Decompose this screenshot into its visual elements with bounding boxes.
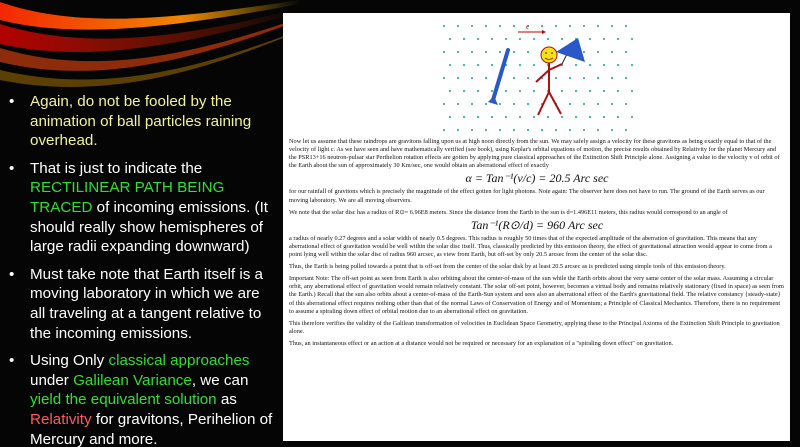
particle — [491, 90, 493, 92]
particle — [569, 129, 571, 131]
particle — [589, 116, 591, 118]
particle — [519, 38, 521, 40]
velocity-arrow-icon — [518, 23, 546, 34]
particle — [533, 38, 535, 40]
paragraph-verification: This therefore verifies the validity of the Galilean transformation of velocities in Euclidean Space Geometry, applying these to the Principal Axioms of the Extinction Shift Principle to gravitation alone. — [289, 319, 780, 335]
particle — [589, 38, 591, 40]
particle — [527, 51, 529, 53]
particle — [597, 51, 599, 53]
particle — [533, 116, 535, 118]
particle — [597, 25, 599, 27]
particle — [449, 116, 451, 118]
bullet-text: classical approaches — [108, 352, 250, 370]
bullet-dot-icon: • — [9, 352, 15, 370]
bullet-text: , we can — [191, 371, 249, 389]
bullet-item — [6, 159, 274, 257]
particle — [625, 51, 627, 53]
particle — [499, 103, 501, 105]
particle — [443, 51, 445, 53]
bullet-text: as — [216, 391, 237, 409]
particle — [631, 90, 633, 92]
bullet-text: yield the equivalent solution — [30, 391, 217, 409]
particle — [477, 38, 479, 40]
particle — [513, 25, 515, 27]
paragraph-solar-disc: We note that the solar disc has a radius of R⊙= 6.96E8 meters. Since the distance from the Earth to the sun is d=1.496E11 meters, this radius would correspond to an angle of — [289, 208, 728, 216]
particle — [499, 25, 501, 27]
bullet-text: Using Only — [30, 352, 109, 370]
particle — [561, 116, 563, 118]
particle — [611, 51, 613, 53]
particle — [533, 64, 535, 66]
particle — [485, 129, 487, 131]
paragraph-gravitons-intro: Now let us assume that these raindrops are gravitons falling upon us at high noon directly from the sun. We may safely assign a velocity for these gravitons as being exactly equal to that of the velocity of light c. As we have seen and have mathematically verified (see book), using Keplar's orbital equations of motion, the precise results obtained by Relativity for the planet Mercury and the PSR13+16 neutron-pulsar star Perihelion rotation effects are gotten by applying pure classical approaches of the Extinction Shift Principle alone. Assigning a value to the velocity v of orbit of the Earth about the sun of approximately 30 Km/sec, one would obtain an aberrational effect of exactly — [289, 138, 780, 170]
bullet-item — [6, 351, 274, 447]
particle — [499, 51, 501, 53]
bullet-text: Must take note that Earth itself is a moving laboratory in which we are all traveling at a tangent relative to the incoming emissions. — [30, 265, 263, 342]
particle — [463, 90, 465, 92]
particle — [631, 64, 633, 66]
bullet-text: Galilean Variance — [73, 371, 192, 389]
particle — [457, 25, 459, 27]
bullet-text: RECTILINEAR PATH BEING TRACED — [30, 179, 225, 216]
particle — [505, 116, 507, 118]
paragraph-important-note: Important Note: The off-set point as seen from Earth is also orbiting about the center-of-mass of the sun while the Earth orbits about the very same center of the solar mass. Assuming a circular orbit, any aberrational effect of gravitation would remain relatively constant. The solar off-set point, however, becomes a virtual body and remains relatively stationary (fixed in space) as seen from the Earth.) Recall that the sun also orbits about a center-of-mass of the Earth-Sun system and sees also an aberrational effect of the Earth's gravitational field. The relative constancy {steady-state} of this aberrational effect requires nothing other than that of the normal Laws of Conservation of Energy and of Momentum; a Principle of Classical Mechanics. Therefore, there is no requirement to assume a spiraling down effect of orbital motion due to an aberrational effect on gravitation. — [289, 275, 784, 315]
particle — [561, 38, 563, 40]
particle — [471, 103, 473, 105]
particle — [513, 51, 515, 53]
particle — [457, 51, 459, 53]
particle — [477, 90, 479, 92]
particle — [457, 129, 459, 131]
particle — [583, 77, 585, 79]
particle — [547, 116, 549, 118]
particle — [505, 38, 507, 40]
particle — [631, 116, 633, 118]
particle — [583, 103, 585, 105]
bullet-text: under — [30, 371, 74, 389]
particle — [611, 129, 613, 131]
bullet-item — [6, 92, 274, 151]
particle — [611, 25, 613, 27]
particle — [603, 64, 605, 66]
particle — [625, 129, 627, 131]
particle — [519, 64, 521, 66]
particle — [555, 77, 557, 79]
particle — [589, 90, 591, 92]
particle — [569, 103, 571, 105]
bullet-dot-icon: • — [9, 265, 15, 283]
particle — [603, 38, 605, 40]
particle — [485, 77, 487, 79]
paragraph-radius: a radius of nearly 0.27 degrees and a solar width of nearly 0.5 degrees. This radius is roughly 50 times that of the expected amplitude of the aberration of gravitation. This means that any aberrational effect of gravitation would be well within the solar disc itself. Thus, classically predicted by this emission theory, the effect of gravitational attraction would appear to come from a point lying well within the solar disc of radius 960 arcsec, as view from Earth, but off-set by only 20.5 arcsec from the center of the solar disc. — [289, 234, 772, 259]
particle — [625, 103, 627, 105]
particle — [575, 90, 577, 92]
particle — [561, 90, 563, 92]
particle — [603, 90, 605, 92]
particle — [617, 64, 619, 66]
particle — [569, 25, 571, 27]
particle — [463, 116, 465, 118]
particle — [485, 103, 487, 105]
particle — [513, 103, 515, 105]
particle — [449, 90, 451, 92]
equation-solar-angle: Tan⁻¹(R⊙/d) = 960 Arc sec — [470, 217, 604, 232]
particle — [555, 25, 557, 27]
bullet-list — [6, 92, 274, 447]
particle — [541, 25, 543, 27]
falling-drop-arrow-icon — [493, 50, 508, 100]
particle — [597, 129, 599, 131]
particle — [603, 116, 605, 118]
particle — [547, 38, 549, 40]
particle — [597, 77, 599, 79]
particle — [527, 103, 529, 105]
particle — [477, 116, 479, 118]
particle — [527, 129, 529, 131]
bullet-text: Again, do not be fooled by the animation of ball particles raining overhead. — [30, 93, 252, 150]
particle — [463, 38, 465, 40]
particle — [477, 64, 479, 66]
particle — [443, 25, 445, 27]
document-panel — [283, 13, 790, 441]
particle — [541, 129, 543, 131]
particle — [625, 77, 627, 79]
particle — [491, 116, 493, 118]
particle — [485, 25, 487, 27]
particle — [583, 25, 585, 27]
particle — [527, 77, 529, 79]
particle — [575, 64, 577, 66]
bullet-text: of incoming emissions. (It should really show hemispheres of large radii expanding downward) — [30, 198, 269, 256]
particle — [575, 116, 577, 118]
raining-particles-icon — [443, 25, 633, 131]
particle — [611, 77, 613, 79]
particle — [583, 129, 585, 131]
particle — [485, 51, 487, 53]
bullet-text: That is just to indicate the — [30, 159, 203, 177]
particle — [499, 129, 501, 131]
particle — [457, 103, 459, 105]
velocity-label: c — [526, 23, 530, 31]
particle — [471, 129, 473, 131]
particle — [617, 38, 619, 40]
equation-aberration: α = Tan⁻¹(v/c) = 20.5 Arc sec — [465, 171, 609, 186]
bullet-text: Relativity — [30, 410, 92, 428]
particle — [513, 77, 515, 79]
bullet-dot-icon: • — [9, 93, 15, 110]
stick-figure-with-umbrella-icon — [536, 38, 585, 115]
particle — [519, 116, 521, 118]
particle — [449, 38, 451, 40]
paragraph-offset: Thus, the Earth is being pulled towards a point that is off-set from the center of the solar disk by at least 20.5 arcsec as is predicted using simple tools of this emission theory. — [289, 263, 726, 271]
particle — [617, 116, 619, 118]
particle — [443, 103, 445, 105]
particle — [505, 90, 507, 92]
particle — [491, 64, 493, 66]
bullet-dot-icon: • — [9, 159, 15, 177]
particle — [617, 90, 619, 92]
particle — [443, 129, 445, 131]
paragraph-rainfall: for our rainfall of gravitons which is precisely the magnitude of the effect gotten for light photons. Note again: The observer here does not have to run. The ground of the Earth serves as our moving laboratory. We are all moving observers. — [289, 188, 765, 204]
particle — [471, 25, 473, 27]
particle — [583, 51, 585, 53]
paragraph-instantaneous: Thus, an instantaneous effect or an action at a distance would not be required or necessary for an explanation of a "spiraling down effect" on gravitation. — [289, 339, 674, 347]
bullet-item — [6, 265, 274, 343]
particle — [449, 64, 451, 66]
bullet-text: for gravitons, Perihelion of Mercury and more. — [30, 410, 273, 447]
particle — [533, 90, 535, 92]
particle — [569, 77, 571, 79]
particle — [491, 38, 493, 40]
particle — [631, 38, 633, 40]
particle — [589, 64, 591, 66]
particle — [471, 51, 473, 53]
rain-animation-figure — [438, 20, 643, 140]
particle — [519, 90, 521, 92]
particle — [513, 129, 515, 131]
particle — [625, 25, 627, 27]
particle — [463, 64, 465, 66]
particle — [443, 77, 445, 79]
particle — [471, 77, 473, 79]
document-text — [289, 138, 785, 352]
particle — [611, 103, 613, 105]
particle — [597, 103, 599, 105]
particle — [555, 129, 557, 131]
particle — [457, 77, 459, 79]
